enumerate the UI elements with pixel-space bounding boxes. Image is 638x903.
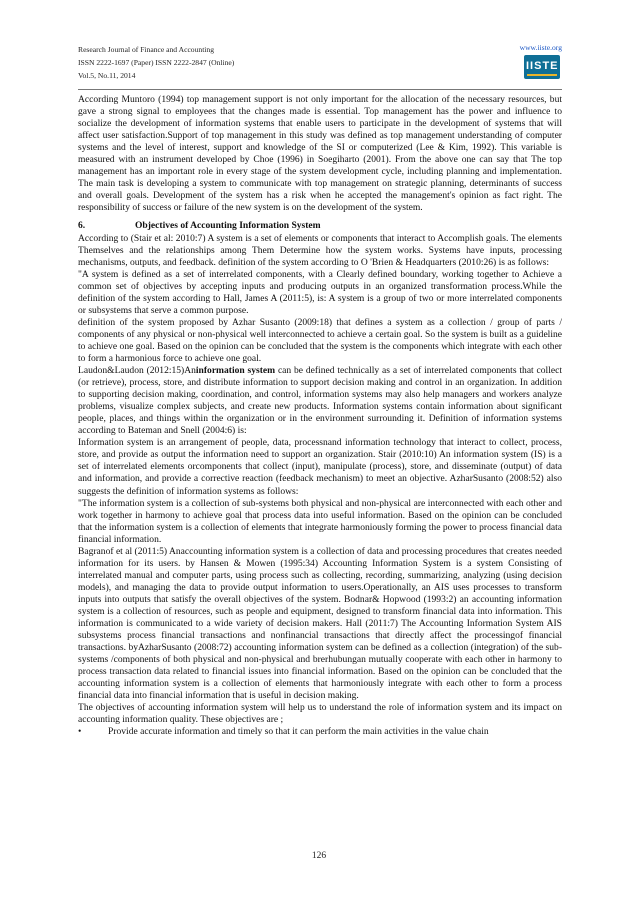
paragraph-system-quote: "A system is defined as a set of interrelated components, with a Clearly defined boundary, working together to Achieve a common set of objectives by accepting inputs and producing outputs in an organized transformation process.While the definition of the system according to Hall, James A (2011:5), is: A system is a group of two or more interrelated components or subsystems that serve a common purpose. xyxy=(78,268,562,316)
section-number: 6. xyxy=(78,220,86,232)
page-header xyxy=(78,43,562,95)
paragraph-information-system-quote: "The information system is a collection of sub-systems both physical and non-physical are interconnected with each other and work together in harmony to achieve goal that process data into useful information. Based on the opinion can be concluded that the information system is a collection of elements that integrate harmoniously forming the power to process financial data financial information. xyxy=(78,497,562,545)
volume-line: Vol.5, No.11, 2014 xyxy=(78,71,136,80)
journal-url-link[interactable]: www.iiste.org xyxy=(519,43,562,52)
paragraph-top-management: According Muntoro (1994) top management support is not only important for the allocation of the necessary resources, but gave a strong signal to employees that the changes made is essential. Top management has the power and influence to socialize the development of information systems that enable users to participate in the development of systems that will affect user satisfaction.Support of top management in this study was defined as top management understanding of computer systems and the level of interest, support and knowledge of the SI or computerized (Lee & Kim, 1992). This variable is measured with an instrument developed by Choe (1996) in Soegiharto (2001). From the above one can say that The top management has an important role in every stage of the system development cycle, including planning and implementation. The main task is developing a system to communicate with top management on strategic planning, determinants of success and overall goals. Development of the system has a risk when he accepted the management's opinion as fact right. The responsibility of success or failure of the new system is on the development of the system. xyxy=(78,94,562,214)
article-body xyxy=(78,94,562,738)
paragraph-susanto-definition: definition of the system proposed by Azhar Susanto (2009:18) that defines a system as a collection / group of parts / components of any physical or non-physical well interconnected to achieve a certain goal. So the system is built as a guideline to achieve one goal. Based on the opinion can be concluded that the system is the components which integrate with each other to form a harmonious force to achieve one goal. xyxy=(78,316,562,364)
header-divider xyxy=(78,89,562,90)
issn-line: ISSN 2222-1697 (Paper) ISSN 2222-2847 (Online) xyxy=(78,58,235,67)
paragraph-system-definition: According to (Stair et al: 2010:7) A system is a set of elements or components that interact to Accomplish goals. The elements Themselves and the relationships among Them Determine how the system works. Systems have inputs, processing mechanisms, outputs, and feedback. definition of the system according to O 'Brien & Headquarters (2010:26) is as follows: xyxy=(78,232,562,268)
section-title: Objectives of Accounting Information System xyxy=(135,220,321,232)
iiste-logo xyxy=(524,55,560,79)
paragraph-ais-definitions: Bagranof et al (2011:5) Anaccounting information system is a collection of data and processing procedures that creates needed information for its users. by Hansen & Mowen (1995:34) Accounting Information System is a system Consisting of interrelated manual and computer parts, using process such as collecting, recording, summarizing, analyzing (using decision models), and managing the data to provide output information to users.Operationally, an AIS uses processes to transform inputs into outputs that satisfy the overall objectives of the system. Bodnar& Hopwood (1993:2) an accounting information system is a collection of resources, such as people and equipment, designed to transform financial data into information. This information is communicated to a wide variety of decision makers. Hall (2011:7) The Accounting Information System AIS subsystems process financial transactions and nonfinancial transactions that directly affect the processingof financial transactions. byAzharSusanto (2008:72) accounting information system can be defined as a collection (integration) of the sub-systems /components of both physical and non-physical and brerhubungan mutually cooperate with each other in harmony to process transaction data related to financial issues into financial information. Based on the opinion can be concluded that the accounting information system is a collection of elements that harmoniously integrate with each other to form a process financial data into financial information that is useful in decision making. xyxy=(78,545,562,702)
paragraph-information-system: Information system is an arrangement of people, data, processnand information technology that interact to collect, process, store, and provide as output the information need to support an organization. Stair (2010:10) An information system (IS) is a set of interrelated elements orcomponents that collect (input), manipulate (process), store, and disseminate (output) of data and information, and provide a corrective reaction (feedback mechanism) to meet an objective. AzharSusanto (2008:52) also suggests the definition of information systems as follows: xyxy=(78,437,562,497)
laudon-text: can be defined technically as a set of interrelated components that collect (or retrieve), process, store, and distribute information to support decision making and control in an organization. In addition to supporting decision making, coordination, and control, information systems may also help managers and workers analyze problems, visualize complex subjects, and create new products. Information systems contain information about significant people, places, and things within the organization or in the environment surrounding it. Definition of information systems according to Bateman and Snell (2004:6) is: xyxy=(78,365,562,437)
laudon-citation: Laudon&Laudon (2012:15)An xyxy=(78,365,196,377)
bullet-item xyxy=(78,726,562,738)
page-number: 126 xyxy=(311,851,327,861)
section-heading xyxy=(78,220,562,232)
bullet-text: Provide accurate information and timely so that it can perform the main activities in the value chain xyxy=(108,726,489,738)
logo-text: IISTE xyxy=(526,60,559,72)
bullet-icon: • xyxy=(78,726,82,738)
logo-stripe xyxy=(527,74,557,76)
journal-title: Research Journal of Finance and Accounting xyxy=(78,45,215,54)
paragraph-objectives-intro: The objectives of accounting information system will help us to understand the role of information system and its impact on accounting information quality. These objectives are ; xyxy=(78,702,562,726)
information-system-term: information system xyxy=(195,365,276,377)
paragraph-laudon xyxy=(78,365,562,437)
